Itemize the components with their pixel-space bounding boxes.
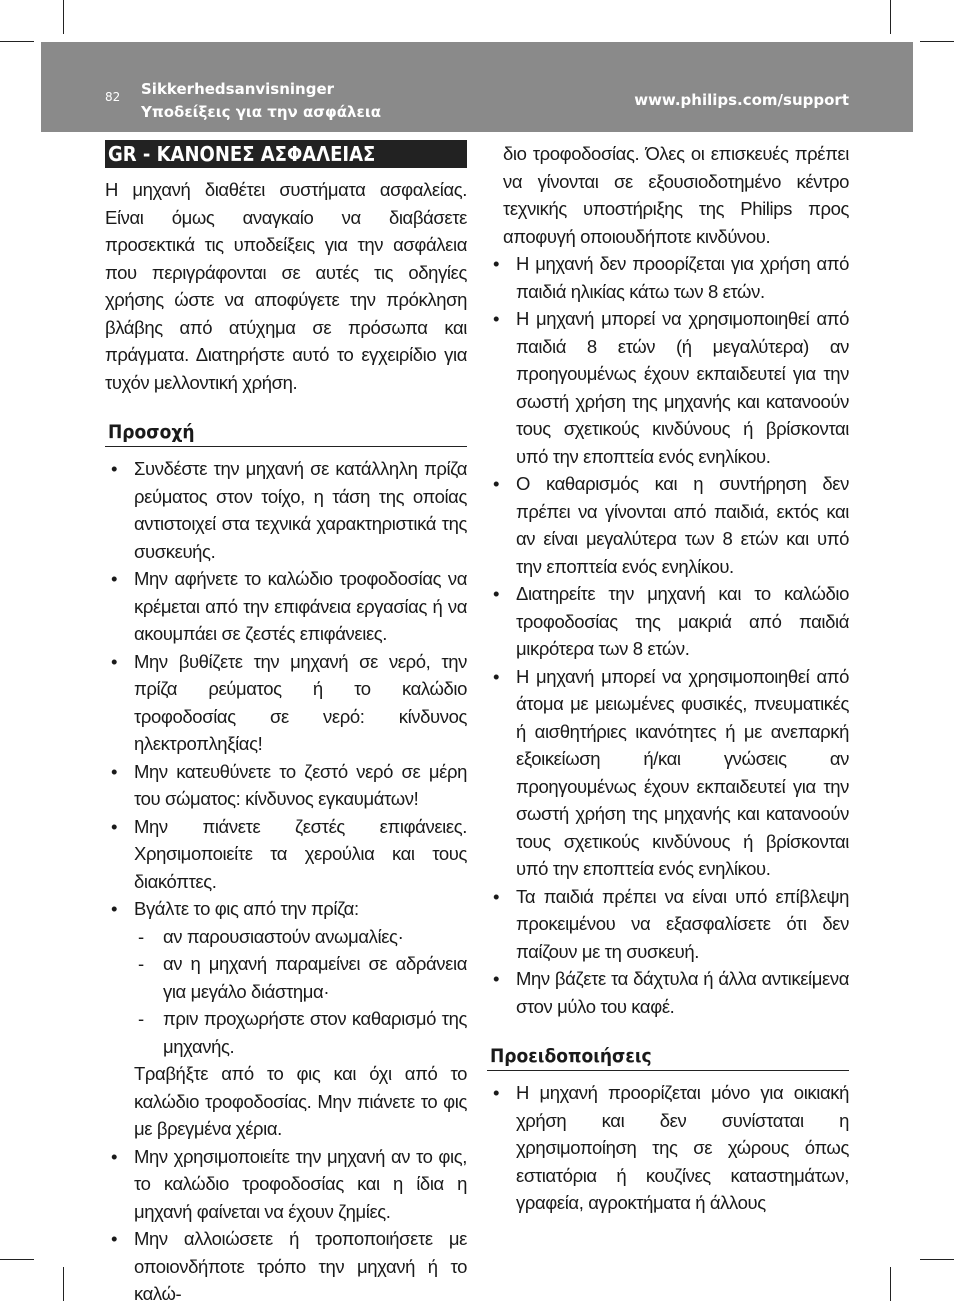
list-item: • Η μηχανή μπορεί να χρησιμοποιηθεί από άτομα με μειωμένες φυσικές, πνευματικές ή αισθητήριες ικανότητες ή με ανεπαρκή εξοικείωση ή/και γνώσεις αν προηγουμένως έχουν εκπαιδευτεί για την σωστή χρήση της μηχανής και κατανοούν τους σχετικούς κινδύνους ή βρίσκονται υπό την εποπτεία ενός ενηλίκου. (487, 663, 849, 883)
warnings-heading: Προειδοποιήσεις (487, 1042, 849, 1071)
list-item: • Μην χρησιμοποιείτε την μηχανή αν το φις, το καλώδιο τροφοδοσίας και η ίδια η μηχανή φαίνεται να έχουν ζημίες. (105, 1143, 467, 1226)
list-item: • Ο καθαρισμός και η συντήρηση δεν πρέπει να γίνονται από παιδιά, εκτός και αν είναι μεγαλύτερα των 8 ετών και υπό την εποπτεία ενός ενηλίκου. (487, 470, 849, 580)
warnings-list (487, 1079, 849, 1217)
list-item: • Μην πιάνετε ζεστές επιφάνειες. Χρησιμοποιείτε τα χερούλια και τους διακόπτες. (105, 813, 467, 896)
section-title: GR - ΚΑΝΟΝΕΣ ΑΣΦΑΛΕΙΑΣ (105, 140, 467, 168)
header-title-danish: Sikkerhedsanvisninger (141, 80, 335, 98)
unplug-note: Τραβήξτε από το φις και όχι από το καλώδιο τροφοδοσίας. Μην πιάνετε το φις με βρεγμένα χέρια. (134, 1063, 467, 1139)
sub-list-item: - αν η μηχανή παραμείνει σε αδράνεια για μεγάλο διάστημα· (134, 950, 467, 1005)
list-item: • Μην βάζετε τα δάχτυλα ή άλλα αντικείμενα στον μύλο του καφέ. (487, 965, 849, 1020)
page-header (41, 42, 913, 132)
list-item-continuation: διο τροφοδοσίας. Όλες οι επισκευές πρέπει να γίνονται σε εξουσιοδοτημένο κέντρο τεχνικής υποστήριξης της Philips προς αποφυγή οποιουδήποτε κινδύνου. (503, 143, 849, 247)
crop-mark (890, 0, 891, 34)
list-item: • Η μηχανή δεν προορίζεται για χρήση από παιδιά ηλικίας κάτω των 8 ετών. (487, 250, 849, 305)
list-item (105, 895, 467, 1143)
sub-list-item: - πριν προχωρήστε στον καθαρισμό της μηχανής. (134, 1005, 467, 1060)
list-item: • Μην βυθίζετε την μηχανή σε νερό, την πρίζα ρεύματος ή το καλώδιο τροφοδοσίας σε νερό: κίνδυνος ηλεκτροπληξίας! (105, 648, 467, 758)
left-column (105, 140, 467, 1308)
unplug-intro: Βγάλτε το φις από την πρίζα: (134, 898, 359, 919)
list-item: • Διατηρείτε την μηχανή και το καλώδιο τροφοδοσίας της μακριά από παιδιά μικρότερα των 8 ετών. (487, 580, 849, 663)
crop-mark (890, 1267, 891, 1301)
list-item: • Η μηχανή προορίζεται μόνο για οικιακή χρήση και δεν συνίσταται η χρησιμοποίηση της σε χώρους όπως εστιατόρια ή κουζίνες καταστημάτων, γραφεία, αγροκτήματα ή άλλους (487, 1079, 849, 1217)
crop-mark (63, 0, 64, 34)
right-column (487, 140, 849, 1217)
crop-mark (63, 1267, 64, 1301)
caution-list (105, 455, 467, 1308)
list-item: • Μην κατευθύνετε το ζεστό νερό σε μέρη του σώματος: κίνδυνος εγκαυμάτων! (105, 758, 467, 813)
crop-mark (0, 1259, 34, 1260)
support-url: www.philips.com/support (634, 91, 849, 109)
caution-heading: Προσοχή (105, 418, 467, 447)
unplug-sublist (134, 923, 467, 1061)
crop-mark (0, 41, 34, 42)
header-title-greek: Υποδείξεις για την ασφάλεια (141, 103, 381, 121)
crop-mark (920, 1259, 954, 1260)
sub-list-item: - αν παρουσιαστούν ανωμαλίες· (134, 923, 467, 951)
list-item: • Τα παιδιά πρέπει να είναι υπό επίβλεψη προκειμένου να εξασφαλίσετε ότι δεν παίζουν με τη συσκευή. (487, 883, 849, 966)
list-item: • Μην αλλοιώσετε ή τροποποιήσετε με οποιονδήποτε τρόπο την μηχανή ή το καλώ- (105, 1225, 467, 1308)
intro-paragraph: Η μηχανή διαθέτει συστήματα ασφαλείας. Είναι όμως αναγκαίο να διαβάσετε προσεκτικά τις υποδείξεις για την ασφάλεια που περιγράφονται σε αυτές τις οδηγίες χρήσης ώστε να αποφύγετε την πρόκληση βλάβης από ατύχημα σε πρόσωπα και πράγματα. Διατηρήστε αυτό το εγχειρίδιο για τυχόν μελλοντική χρήση. (105, 179, 467, 393)
caution-list-continued (487, 140, 849, 1020)
list-item: • Συνδέστε την μηχανή σε κατάλληλη πρίζα ρεύματος στον τοίχο, η τάση της οποίας αντιστοιχεί στα τεχνικά χαρακτηριστικά της συσκευής. (105, 455, 467, 565)
list-item: • Η μηχανή μπορεί να χρησιμοποιηθεί από παιδιά 8 ετών (ή μεγαλύτερα) αν προηγουμένως έχουν εκπαιδευτεί για την σωστή χρήση της μηχανής και κατανοούν τους σχετικούς κινδύνους ή βρίσκονται υπό την εποπτεία ενός ενηλίκου. (487, 305, 849, 470)
list-item: • Μην αφήνετε το καλώδιο τροφοδοσίας να κρέμεται από την επιφάνεια εργασίας ή να ακουμπάει σε ζεστές επιφάνειες. (105, 565, 467, 648)
crop-mark (920, 41, 954, 42)
page-number: 82 (105, 90, 121, 104)
